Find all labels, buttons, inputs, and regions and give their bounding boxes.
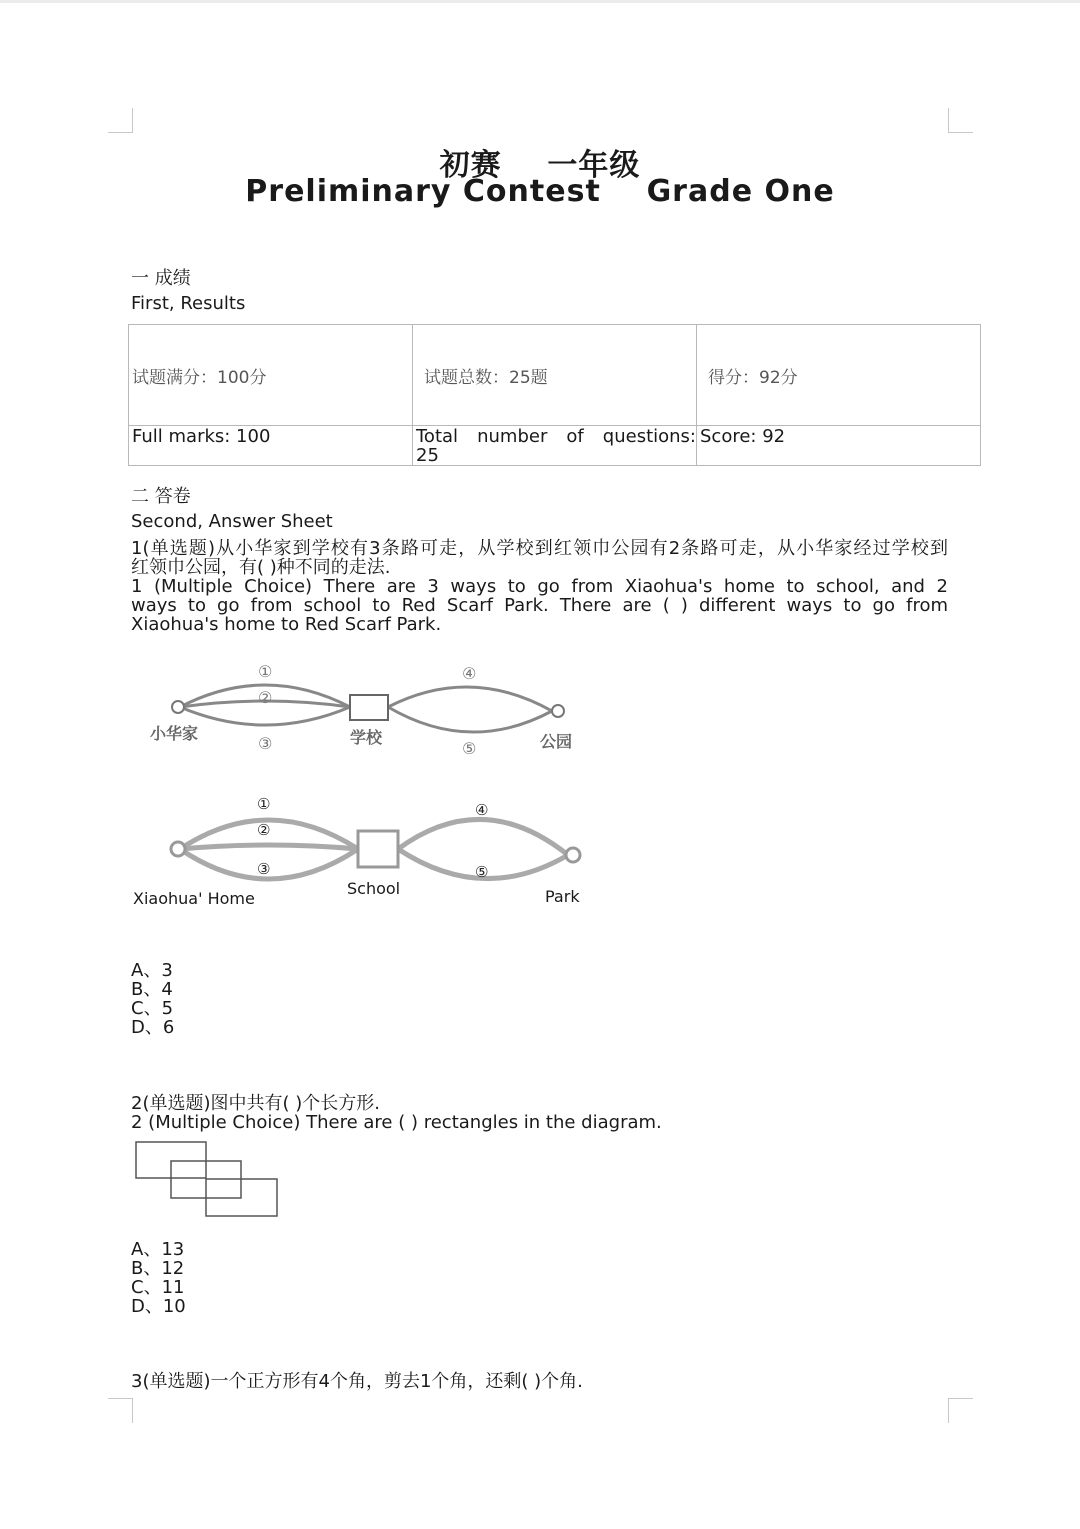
rectangles-diagram xyxy=(134,1140,282,1220)
full-marks-cn: 试题满分：100分 xyxy=(132,367,267,388)
option-a[interactable]: A、13 xyxy=(131,1239,185,1260)
school-node xyxy=(350,695,388,720)
question-2-en: 2 (Multiple Choice) There are ( ) rectangles in the diagram. xyxy=(131,1112,662,1133)
question-1-en-line3: Xiaohua's home to Red Scarf Park. xyxy=(131,614,442,635)
question-1-options xyxy=(131,961,174,1037)
park-label-cn: 公园 xyxy=(540,732,573,751)
section1-heading-en: First, Results xyxy=(131,293,246,314)
route-3-path xyxy=(180,707,350,725)
title-english: Preliminary Contest Grade One xyxy=(245,174,835,209)
route-mark-1: ① xyxy=(257,795,271,813)
route-mark-4: ④ xyxy=(462,664,477,683)
route-diagram-cn xyxy=(140,655,600,770)
crop-mark-bottom-right xyxy=(948,1398,973,1423)
route-mark-2: ② xyxy=(258,688,273,707)
score-en: Score: 92 xyxy=(700,426,786,447)
option-c[interactable]: C、11 xyxy=(131,1277,185,1298)
table-cell xyxy=(129,426,413,466)
route-diagram-en xyxy=(128,785,608,915)
park-node xyxy=(566,848,580,862)
school-label-en: School xyxy=(347,879,401,898)
title-chinese: 初赛 一年级 xyxy=(439,148,641,183)
park-node xyxy=(552,705,564,717)
table-cell xyxy=(697,426,981,466)
school-label-cn: 学校 xyxy=(350,728,383,747)
question-2-options xyxy=(131,1240,186,1316)
option-d[interactable]: D、6 xyxy=(131,1017,175,1038)
crop-mark-bottom-left xyxy=(108,1398,133,1423)
question-1-en-line1: 1 (Multiple Choice) There are 3 ways to go from Xiaohua's home to school, and 2 xyxy=(131,576,948,597)
score-cn: 得分：92分 xyxy=(708,367,798,388)
route-5-path xyxy=(388,707,552,732)
route-mark-1: ① xyxy=(258,662,273,681)
results-table xyxy=(128,324,981,466)
table-cell xyxy=(413,426,697,466)
route-4-path xyxy=(398,819,568,855)
results-row-cn xyxy=(129,325,981,426)
option-d[interactable]: D、10 xyxy=(131,1296,186,1317)
route-mark-2: ② xyxy=(257,821,271,839)
question-1-en-line2: ways to go from school to Red Scarf Park. There are ( ) different ways to go from xyxy=(131,595,948,616)
route-mark-4: ④ xyxy=(475,801,489,819)
route-mark-5: ⑤ xyxy=(475,863,489,881)
option-b[interactable]: B、4 xyxy=(131,979,173,1000)
question-3-cn: 3(单选题)一个正方形有4个角，剪去1个角，还剩( )个角. xyxy=(131,1371,583,1392)
home-node xyxy=(172,701,184,713)
question-1-text xyxy=(131,539,948,634)
section1-heading-cn: 一 成绩 xyxy=(131,268,191,289)
crop-mark-top-left xyxy=(108,108,133,133)
section2-heading-en: Second, Answer Sheet xyxy=(131,511,333,532)
home-label-cn: 小华家 xyxy=(150,724,199,743)
full-marks-en: Full marks: 100 xyxy=(132,426,271,447)
question-1-cn-line1: 1(单选题)从小华家到学校有3条路可走，从学校到红领巾公园有2条路可走，从小华家经过学校到 xyxy=(131,538,948,559)
route-mark-3: ③ xyxy=(257,860,271,878)
table-cell xyxy=(129,325,413,426)
total-questions-cn: 试题总数：25题 xyxy=(424,367,548,388)
question-1-cn-line2: 红领巾公园，有( )种不同的走法. xyxy=(131,557,391,578)
option-c[interactable]: C、5 xyxy=(131,998,174,1019)
route-mark-3: ③ xyxy=(258,734,273,753)
top-border xyxy=(0,0,1080,3)
route-4-path xyxy=(388,687,552,711)
school-node xyxy=(358,831,398,867)
crop-mark-top-right xyxy=(948,108,973,133)
section2-heading-cn: 二 答卷 xyxy=(131,486,191,507)
total-questions-en: Total number of questions: xyxy=(416,426,696,447)
park-label-en: Park xyxy=(545,887,580,906)
home-node xyxy=(171,842,185,856)
route-mark-5: ⑤ xyxy=(462,739,477,758)
table-cell xyxy=(413,325,697,426)
question-2-cn: 2(单选题)图中共有( )个长方形. xyxy=(131,1093,380,1114)
results-row-en xyxy=(129,426,981,466)
route-2-path xyxy=(180,845,358,849)
option-b[interactable]: B、12 xyxy=(131,1258,185,1279)
option-a[interactable]: A、3 xyxy=(131,960,173,981)
total-questions-en-value: 25 xyxy=(416,445,439,466)
table-cell xyxy=(697,325,981,426)
home-label-en: Xiaohua' Home xyxy=(133,889,255,908)
